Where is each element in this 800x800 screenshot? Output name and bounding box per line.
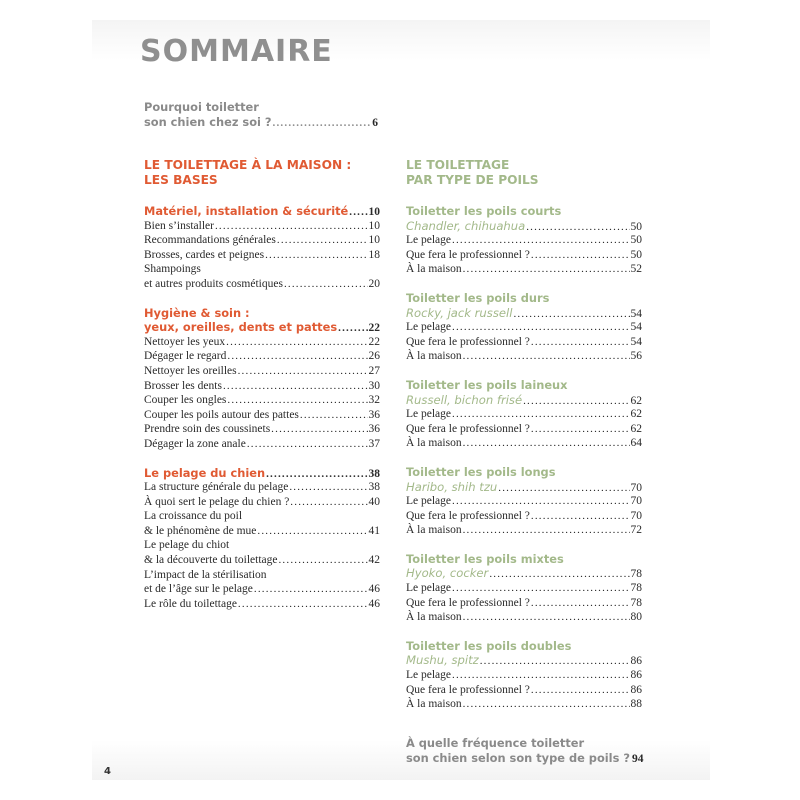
leader-dots xyxy=(265,248,367,263)
entry-title: Couper les poils autour des pattes xyxy=(144,408,299,421)
entry-title: Bien s’installer xyxy=(144,219,214,232)
section-title: Toiletter les poils mixtes xyxy=(406,551,564,566)
page-ref: 62 xyxy=(630,422,642,435)
page-ref: 6 xyxy=(372,116,378,129)
section-subtitle: Rocky, jack russell xyxy=(406,305,513,320)
toc-entry[interactable] xyxy=(406,683,642,698)
toc-entry[interactable] xyxy=(144,495,380,510)
toc-entry[interactable] xyxy=(406,596,642,611)
toc-entry-intro[interactable] xyxy=(144,115,378,130)
entry-title: et autres produits cosmétiques xyxy=(144,277,283,290)
toc-entry[interactable] xyxy=(144,597,380,612)
entry-title: Nettoyer les oreilles xyxy=(144,364,237,377)
toc-outro xyxy=(406,736,642,765)
entry-title: Couper les ongles xyxy=(144,394,227,407)
page-ref: 32 xyxy=(368,394,380,407)
toc-entry[interactable] xyxy=(144,393,380,408)
leader-dots xyxy=(254,582,368,597)
page-ref: 54 xyxy=(630,307,642,320)
entry-title: Brosses, cardes et peignes xyxy=(144,248,265,261)
toc-entry[interactable] xyxy=(144,422,380,437)
toc-entry[interactable] xyxy=(144,349,380,364)
entry-title-line-1: La croissance du poil xyxy=(144,510,243,523)
section-heading[interactable] xyxy=(406,653,642,668)
intro-line-2: son chien chez soi ? xyxy=(144,114,272,129)
section-title: yeux, oreilles, dents et pattes xyxy=(144,320,338,335)
toc-section xyxy=(406,204,642,277)
toc-entry[interactable] xyxy=(406,697,642,712)
page-ref: 20 xyxy=(368,277,380,290)
page-ref: 78 xyxy=(630,582,642,595)
entry-title: Prendre soin des coussinets xyxy=(144,423,271,436)
toc-entry[interactable] xyxy=(406,335,642,350)
part-title-line-1: LE TOILETTAGE xyxy=(406,158,510,172)
page-ref: 86 xyxy=(630,683,642,696)
page-ref: 38 xyxy=(368,481,380,494)
page-ref: 10 xyxy=(368,219,380,232)
leader-dots xyxy=(452,581,629,596)
leader-dots xyxy=(257,524,367,539)
section-title: Toiletter les poils doubles xyxy=(406,638,572,653)
page-ref: 54 xyxy=(630,335,642,348)
toc-section xyxy=(406,465,642,538)
section-heading[interactable] xyxy=(406,306,642,321)
leader-dots xyxy=(284,277,368,292)
intro-line-1: Pourquoi toiletter xyxy=(144,100,259,114)
toc-entry[interactable] xyxy=(144,219,380,234)
leader-dots xyxy=(338,321,367,336)
leader-dots xyxy=(349,205,367,220)
leader-dots xyxy=(452,320,629,335)
leader-dots xyxy=(531,422,630,437)
page-ref: 70 xyxy=(630,495,642,508)
leader-dots xyxy=(463,610,630,625)
page-ref: 30 xyxy=(368,379,380,392)
entry-title: Que fera le professionnel ? xyxy=(406,683,530,696)
page-ref: 70 xyxy=(630,509,642,522)
leader-dots xyxy=(463,349,630,364)
page-title: SOMMAIRE xyxy=(140,34,333,69)
toc-entry[interactable] xyxy=(144,248,380,263)
page-ref: 52 xyxy=(630,263,642,276)
toc-entry[interactable] xyxy=(406,262,642,277)
page-ref: 80 xyxy=(630,611,642,624)
page-ref: 54 xyxy=(630,321,642,334)
toc-entry[interactable] xyxy=(144,437,380,452)
toc-column-right xyxy=(406,158,642,726)
entry-title: Que fera le professionnel ? xyxy=(406,248,530,261)
toc-intro xyxy=(144,100,378,129)
section-heading[interactable] xyxy=(144,204,380,219)
section-title: Toiletter les poils longs xyxy=(406,464,556,479)
section-title: Toiletter les poils durs xyxy=(406,290,550,305)
leader-dots xyxy=(289,480,367,495)
entry-title: & la découverte du toilettage xyxy=(144,554,278,567)
section-heading[interactable] xyxy=(406,480,642,495)
entry-title: La structure générale du pelage xyxy=(144,481,289,494)
page-ref: 72 xyxy=(630,524,642,537)
entry-title: Que fera le professionnel ? xyxy=(406,509,530,522)
section-subtitle: Russell, bichon frisé xyxy=(406,392,523,407)
entry-title: Brosser les dents xyxy=(144,379,222,392)
leader-dots xyxy=(452,407,629,422)
page-ref: 36 xyxy=(368,423,380,436)
entry-title: Le rôle du toilettage xyxy=(144,597,237,610)
toc-section xyxy=(144,306,380,452)
leader-dots xyxy=(463,697,630,712)
leader-dots xyxy=(215,219,368,234)
leader-dots xyxy=(531,248,630,263)
toc-entry[interactable] xyxy=(144,379,380,394)
leader-dots xyxy=(278,553,367,568)
page-ref: 56 xyxy=(630,350,642,363)
entry-title: Le pelage xyxy=(406,582,452,595)
toc-entry[interactable] xyxy=(144,277,380,292)
leader-dots xyxy=(238,597,368,612)
toc-entry[interactable] xyxy=(406,523,642,538)
toc-entry[interactable] xyxy=(144,582,380,597)
section-title: Toiletter les poils laineux xyxy=(406,377,568,392)
page-ref: 37 xyxy=(368,437,380,450)
page-ref: 10 xyxy=(368,234,380,247)
section-title: Le pelage du chien xyxy=(144,465,266,480)
toc-entry[interactable] xyxy=(144,335,380,350)
page-ref: 27 xyxy=(368,364,380,377)
entry-title: Le pelage xyxy=(406,669,452,682)
leader-dots xyxy=(531,683,630,698)
entry-title: Que fera le professionnel ? xyxy=(406,596,530,609)
toc-entry[interactable] xyxy=(144,233,380,248)
leader-dots xyxy=(452,668,629,683)
leader-dots xyxy=(489,567,629,582)
toc-entry[interactable] xyxy=(406,233,642,248)
section-title-line-1: Hygiène & soin : xyxy=(144,305,250,320)
entry-title: À la maison xyxy=(406,263,462,276)
toc-section xyxy=(406,552,642,625)
leader-dots xyxy=(273,116,372,131)
toc-entry[interactable] xyxy=(406,320,642,335)
toc-entry[interactable] xyxy=(144,524,380,539)
page-ref: 40 xyxy=(368,495,380,508)
page-ref: 70 xyxy=(630,481,642,494)
toc-entry[interactable] xyxy=(406,422,642,437)
leader-dots xyxy=(480,654,630,669)
section-heading[interactable] xyxy=(406,393,642,408)
toc-entry[interactable] xyxy=(406,436,642,451)
entry-title: & le phénomène de mue xyxy=(144,524,257,537)
leader-dots xyxy=(513,307,629,322)
section-subtitle: Chandler, chihuahua xyxy=(406,218,526,233)
section-heading[interactable] xyxy=(144,320,380,335)
page-number: 4 xyxy=(104,766,111,777)
leader-dots xyxy=(498,481,629,496)
page-ref: 18 xyxy=(368,248,380,261)
leader-dots xyxy=(523,394,629,409)
page-ref: 50 xyxy=(630,248,642,261)
section-title: Toiletter les poils courts xyxy=(406,204,562,218)
page-ref: 50 xyxy=(630,220,642,233)
entry-title: Le pelage xyxy=(406,495,452,508)
page-ref: 62 xyxy=(630,408,642,421)
entry-title: Que fera le professionnel ? xyxy=(406,422,530,435)
toc-entry[interactable] xyxy=(406,581,642,596)
page-ref: 26 xyxy=(368,350,380,363)
leader-dots xyxy=(277,233,368,248)
toc-entry[interactable] xyxy=(406,509,642,524)
page-ref: 46 xyxy=(368,583,380,596)
leader-dots xyxy=(271,422,367,437)
leader-dots xyxy=(266,467,367,482)
entry-title: Le pelage xyxy=(406,408,452,421)
toc-entry[interactable] xyxy=(406,494,642,509)
page-ref: 10 xyxy=(368,206,380,218)
page-ref: 78 xyxy=(630,596,642,609)
toc-section xyxy=(406,378,642,451)
leader-dots xyxy=(531,335,630,350)
section-title: Matériel, installation & sécurité xyxy=(144,204,349,218)
entry-title: Que fera le professionnel ? xyxy=(406,335,530,348)
toc-entry[interactable] xyxy=(406,407,642,422)
leader-dots xyxy=(531,509,630,524)
leader-dots xyxy=(300,408,368,423)
leader-dots xyxy=(223,379,368,394)
entry-title: À la maison xyxy=(406,437,462,450)
leader-dots xyxy=(452,233,629,248)
entry-title: Dégager la zone anale xyxy=(144,437,246,450)
leader-dots xyxy=(463,262,630,277)
page-ref: 78 xyxy=(630,568,642,581)
entry-title: Recommandations générales xyxy=(144,234,276,247)
section-subtitle: Mushu, spitz xyxy=(406,653,479,668)
entry-title: et de l’âge sur le pelage xyxy=(144,583,253,596)
entry-title-line-1: Shampoings xyxy=(144,263,201,276)
page-ref: 86 xyxy=(630,669,642,682)
section-heading[interactable] xyxy=(406,566,642,581)
toc-entry[interactable] xyxy=(144,480,380,495)
toc-entry-outro[interactable] xyxy=(406,751,642,766)
page-ref: 50 xyxy=(630,234,642,247)
section-heading[interactable] xyxy=(406,219,642,234)
entry-title: Le pelage xyxy=(406,234,452,247)
entry-title: Le pelage xyxy=(406,321,452,334)
page-ref: 22 xyxy=(368,322,380,335)
outro-line-2: son chien selon son type de poils ? xyxy=(406,750,630,765)
page-ref: 22 xyxy=(368,335,380,348)
entry-title-line-1: Le pelage du chiot xyxy=(144,539,230,552)
part-title-line-1: LE TOILETTAGE À LA MAISON : xyxy=(144,158,352,172)
toc-entry[interactable] xyxy=(144,408,380,423)
page-ref: 46 xyxy=(368,597,380,610)
toc-entry[interactable] xyxy=(406,668,642,683)
toc-column-left xyxy=(144,158,380,625)
toc-entry[interactable] xyxy=(406,349,642,364)
toc-entry[interactable] xyxy=(406,248,642,263)
entry-title: À quoi sert le pelage du chien ? xyxy=(144,495,290,508)
page-ref: 64 xyxy=(630,437,642,450)
leader-dots xyxy=(226,335,367,350)
leader-dots xyxy=(290,495,367,510)
leader-dots xyxy=(227,393,367,408)
page-ref: 38 xyxy=(368,467,380,480)
section-heading[interactable] xyxy=(144,466,380,481)
part-title-right xyxy=(406,158,642,188)
toc-entry[interactable] xyxy=(406,610,642,625)
section-subtitle: Hyoko, cocker xyxy=(406,566,489,581)
entry-title-line-1: L’impact de la stérilisation xyxy=(144,568,267,581)
part-title-line-2: PAR TYPE DE POILS xyxy=(406,173,539,187)
entry-title: Nettoyer les yeux xyxy=(144,335,226,348)
leader-dots xyxy=(238,364,368,379)
part-title-line-2: LES BASES xyxy=(144,173,218,187)
entry-title: À la maison xyxy=(406,698,462,711)
page-ref: 86 xyxy=(630,655,642,668)
entry-title: À la maison xyxy=(406,611,462,624)
page-ref: 41 xyxy=(368,524,380,537)
leader-dots xyxy=(526,220,629,235)
page-ref: 42 xyxy=(368,554,380,567)
leader-dots xyxy=(227,349,367,364)
leader-dots xyxy=(531,596,630,611)
toc-section xyxy=(406,291,642,364)
page-ref: 94 xyxy=(631,752,644,765)
toc-section xyxy=(406,639,642,712)
toc-section xyxy=(144,204,380,292)
leader-dots xyxy=(463,523,630,538)
part-title-left xyxy=(144,158,380,188)
page-ref: 88 xyxy=(630,698,642,711)
entry-title: À la maison xyxy=(406,350,462,363)
page-ref: 62 xyxy=(630,394,642,407)
toc-entry[interactable] xyxy=(144,553,380,568)
leader-dots xyxy=(247,437,368,452)
leader-dots xyxy=(452,494,629,509)
entry-title: Dégager le regard xyxy=(144,350,227,363)
outro-line-1: À quelle fréquence toiletter xyxy=(406,736,585,750)
toc-entry[interactable] xyxy=(144,364,380,379)
toc-section xyxy=(144,466,380,612)
entry-title: À la maison xyxy=(406,524,462,537)
leader-dots xyxy=(463,436,630,451)
section-subtitle: Haribo, shih tzu xyxy=(406,479,498,494)
page-ref: 36 xyxy=(368,408,380,421)
